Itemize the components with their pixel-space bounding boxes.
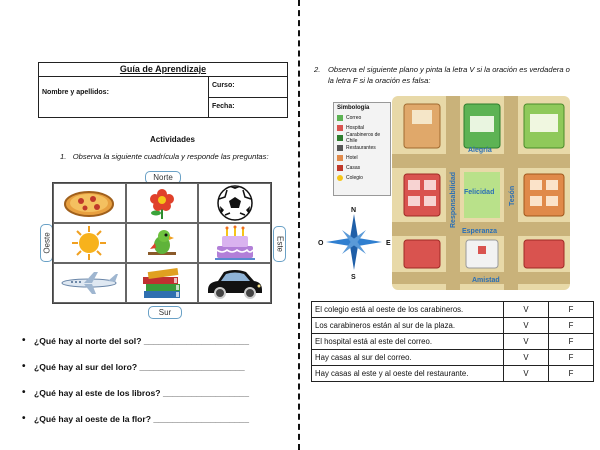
table-row [312,334,594,350]
false-option[interactable]: F [549,366,594,382]
table-row [312,318,594,334]
grid-cell-cake [198,223,271,263]
compass-rose [326,214,382,270]
true-option[interactable]: V [504,318,549,334]
legend-item: Carabineros de Chile [337,133,387,143]
grid-cell-sun [53,223,126,263]
name-field: Nombre y apellidos: [39,77,209,118]
statement-text: Hay casas al sur del correo. [312,350,504,366]
street-esperanza: Esperanza [462,228,498,235]
statement-text: El colegio está al oeste de los carabineros. [312,302,504,318]
course-field: Curso: [212,82,235,89]
date-field: Fecha: [209,97,287,118]
true-option[interactable]: V [504,302,549,318]
grid-cell-books [126,263,199,303]
true-false-table [311,301,594,382]
legend-item: Hospital [337,123,387,133]
restaurant-icon [337,145,343,151]
question-item[interactable]: • ¿Qué hay al norte del sol? ______________________ [22,336,292,362]
page-divider [298,0,300,450]
table-row [312,350,594,366]
north-label: Norte [145,171,181,184]
false-option[interactable]: F [549,334,594,350]
street-responsabilidad: Responsabilidad [450,171,457,228]
false-option[interactable]: F [549,350,594,366]
compass-n: N [351,207,357,214]
false-option[interactable]: F [549,302,594,318]
picture-grid [52,182,272,304]
question-item[interactable]: • ¿Qué hay al oeste de la flor? ____________________ [22,414,292,440]
question-2-text: Observa el siguiente plano y pinta la letra V si la oración es verdadera o la letra F si la oración es falsa: [328,65,570,85]
question-item[interactable]: • ¿Qué hay al este de los libros? __________________ [22,388,292,414]
top-buildings [404,104,564,148]
street-felicidad: Felicidad [464,189,495,196]
true-option[interactable]: V [504,366,549,382]
grid-cell-ball [198,183,271,223]
grid-cell-flower [126,183,199,223]
pizza-icon [61,186,117,220]
sun-icon [71,225,107,261]
soccer-ball-icon [216,184,254,222]
cake-icon [213,224,257,262]
legend-title: Simbología [337,105,370,111]
street-alegria: Alegría [468,147,492,154]
grid-cell-parrot [126,223,199,263]
table-row [312,302,594,318]
grid-cell-pizza [53,183,126,223]
car-icon [204,266,266,300]
police-icon [337,135,343,141]
activities-title: Actividades [150,135,195,144]
true-option[interactable]: V [504,350,549,366]
guide-title: Guía de Aprendizaje [39,63,287,77]
statement-text: El hospital está al este del correo. [312,334,504,350]
question-1-text: Observa la siguiente cuadrícula y responde las preguntas: [72,152,269,161]
books-icon [140,265,184,301]
legend-item: Restaurantes [337,143,387,153]
east-label-text: Este [275,235,284,253]
table-row [312,366,594,382]
question-1-number: 1. [60,152,67,161]
compass-o: O [318,240,324,247]
question-2-number: 2. [314,65,321,74]
school-icon [337,175,343,181]
west-label-text: Oeste [42,232,51,254]
question-list [22,336,292,440]
airplane-icon [58,270,120,296]
street-teson: Tesón [509,185,516,206]
legend-item: Hotel [337,153,387,163]
street-amistad: Amistad [472,277,500,284]
hospital-icon [337,125,343,131]
question-2 [314,64,574,86]
question-1 [60,152,269,161]
house-icon [337,165,343,171]
true-option[interactable]: V [504,334,549,350]
compass-s: S [351,274,356,281]
grid-cell-car [198,263,271,303]
statement-text: Hay casas al este y al oeste del restaurante. [312,366,504,382]
guide-header [38,62,288,118]
flower-icon [144,185,180,221]
east-label [273,226,286,262]
false-option[interactable]: F [549,318,594,334]
mail-icon [337,115,343,121]
question-item[interactable]: • ¿Qué hay al sur del loro? ______________________ [22,362,292,388]
south-label: Sur [148,306,182,319]
map-legend [333,102,391,196]
statement-text: Los carabineros están al sur de la plaza. [312,318,504,334]
legend-item: Colegio [337,173,387,183]
legend-item: Casas [337,163,387,173]
hotel-icon [337,155,343,161]
parrot-icon [144,225,180,261]
legend-item: Correo [337,113,387,123]
grid-cell-airplane [53,263,126,303]
compass-e: E [386,240,391,247]
